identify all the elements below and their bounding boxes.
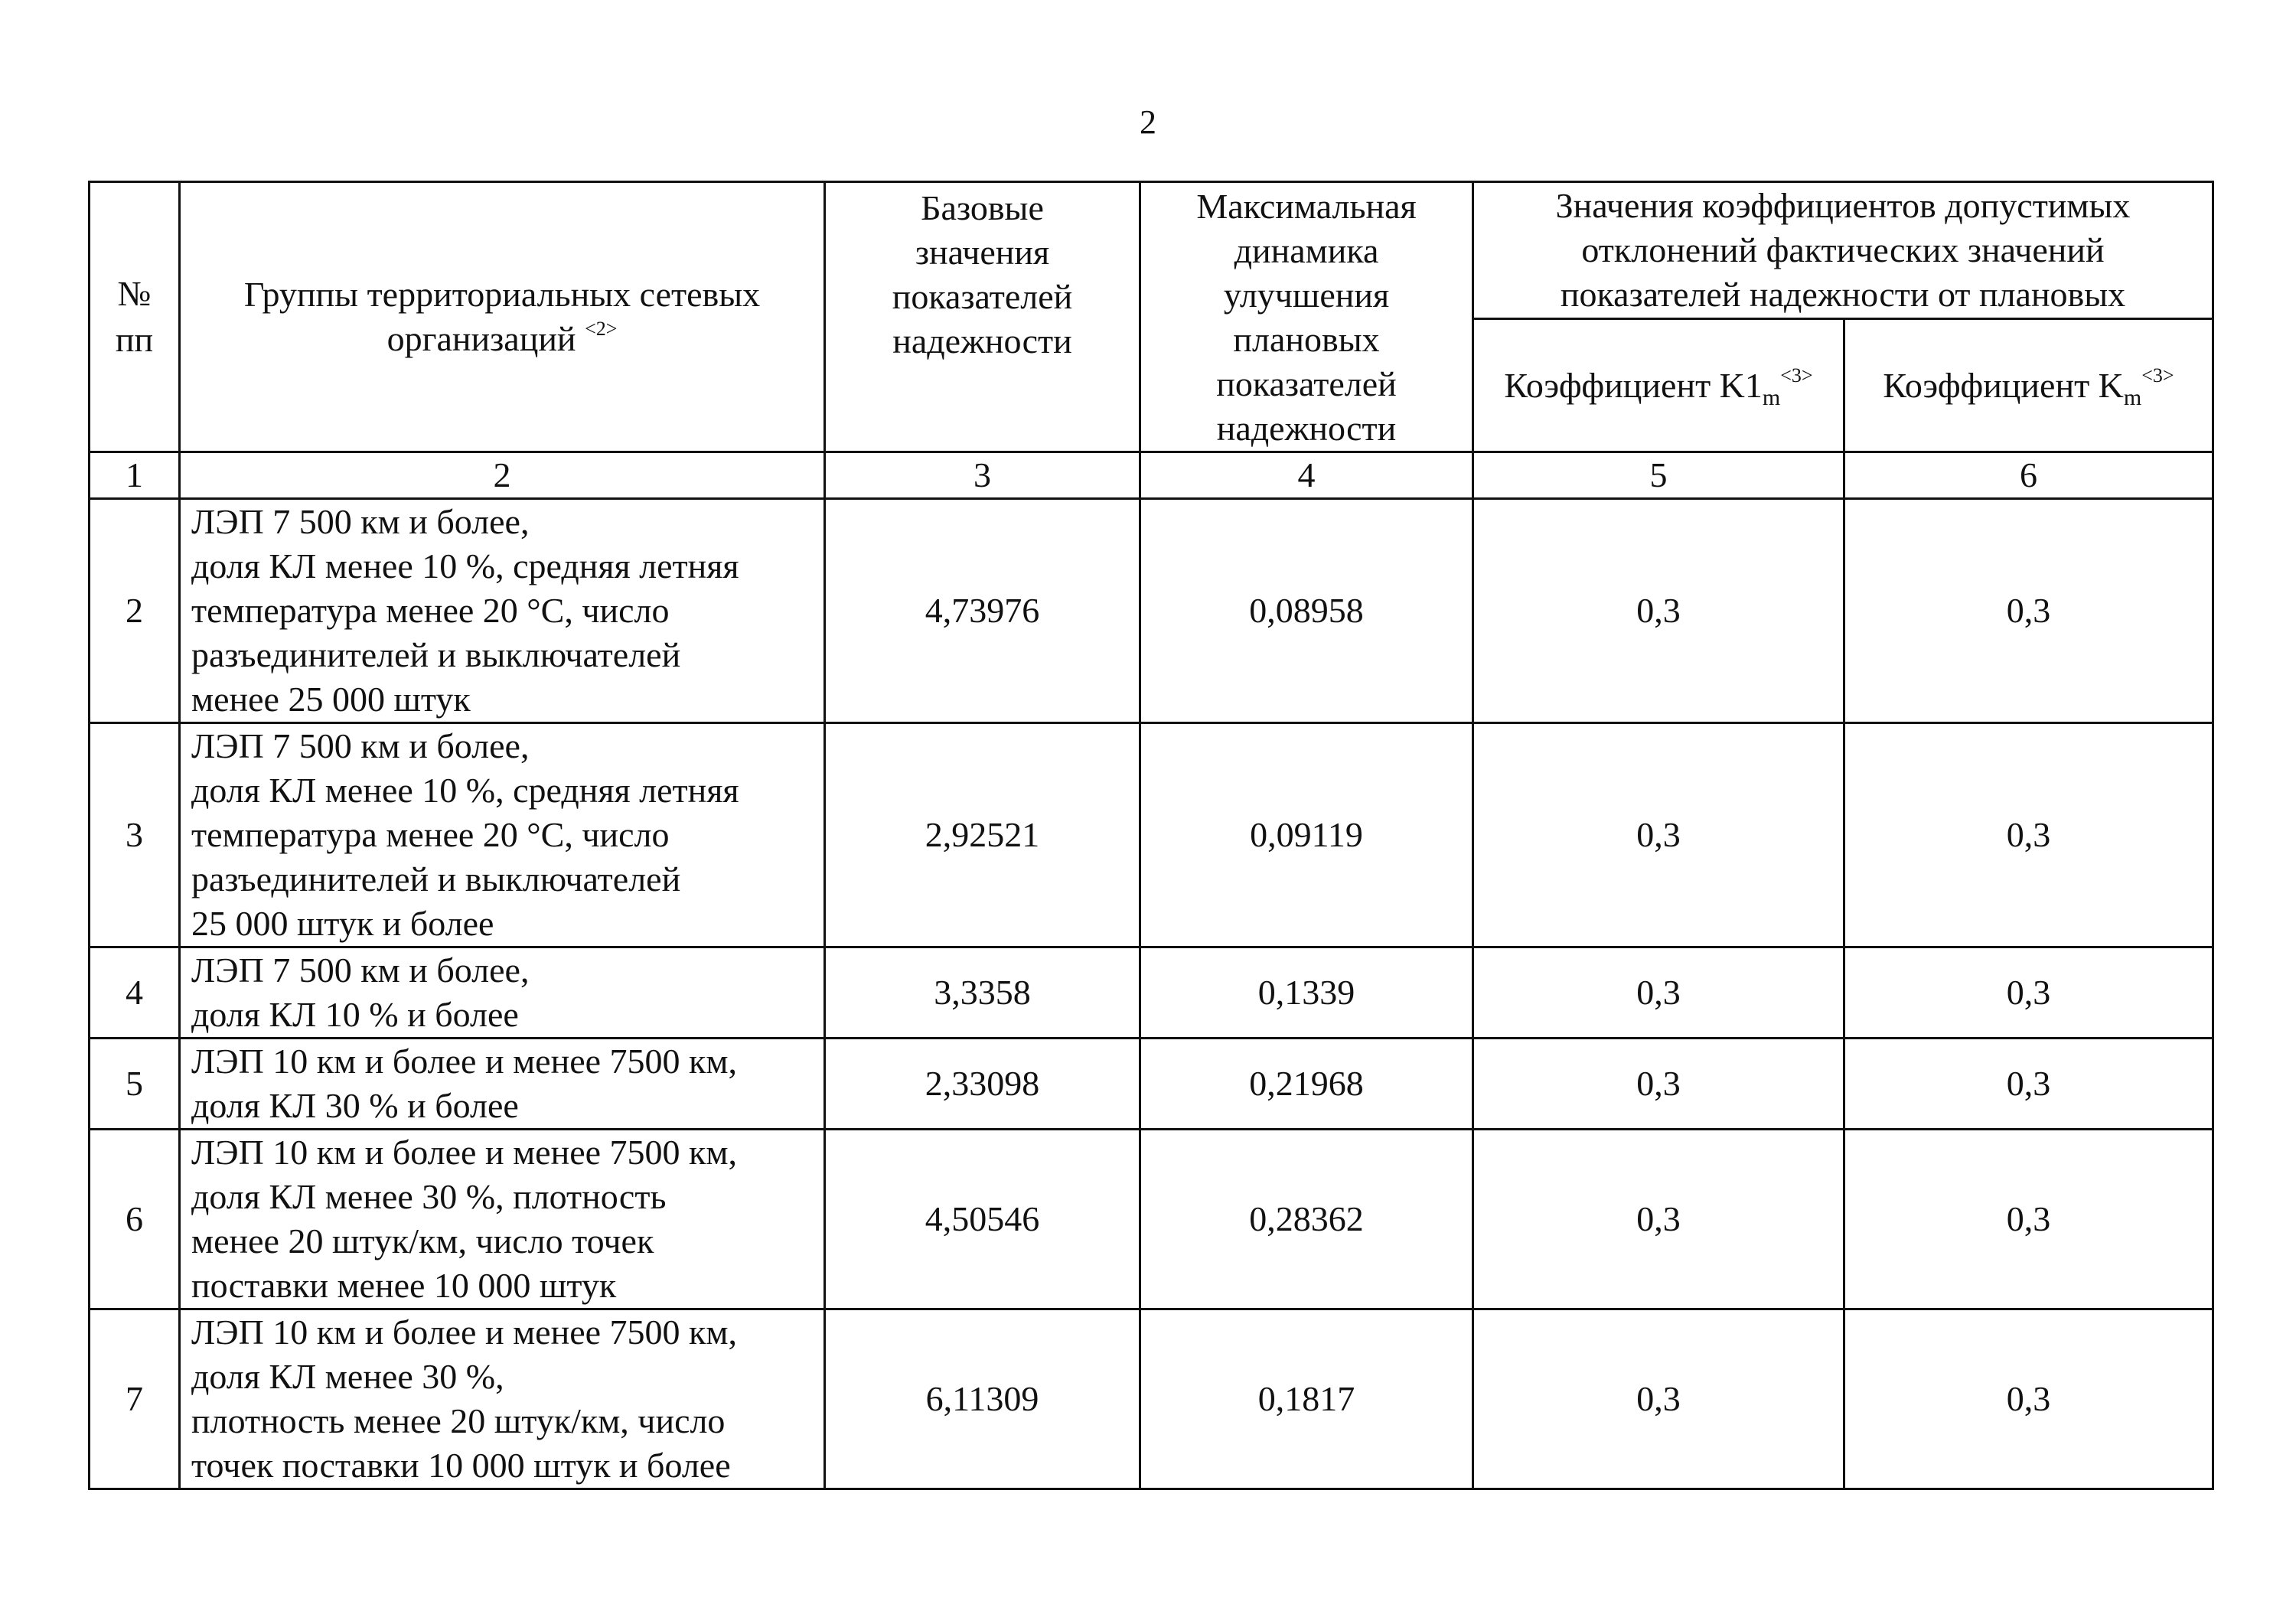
table-row bbox=[90, 499, 2213, 723]
row-group-line: разъединителей и выключателей bbox=[191, 635, 681, 674]
row-k1: 0,3 bbox=[1473, 499, 1844, 723]
row-base-value: 4,73976 bbox=[825, 499, 1140, 723]
row-base-value: 2,33098 bbox=[825, 1039, 1140, 1130]
row-max-dynamics: 0,1817 bbox=[1140, 1309, 1473, 1489]
header-base-line: Базовые bbox=[921, 188, 1044, 227]
header-k-sub: m bbox=[2123, 384, 2142, 410]
row-k1: 0,3 bbox=[1473, 1130, 1844, 1309]
column-index: 1 bbox=[90, 452, 180, 499]
header-k1-note: <3> bbox=[1780, 364, 1813, 386]
header-group bbox=[180, 182, 825, 452]
header-coeff-line: Значения коэффициентов допустимых bbox=[1555, 186, 2131, 225]
header-dynamics-line: надежности bbox=[1216, 409, 1397, 448]
row-group-line: ЛЭП 7 500 км и более, bbox=[191, 502, 530, 541]
header-k-note: <3> bbox=[2141, 364, 2174, 386]
header-dynamics-line: динамика bbox=[1234, 231, 1379, 270]
header-k1-sub: m bbox=[1762, 384, 1781, 410]
row-max-dynamics: 0,21968 bbox=[1140, 1039, 1473, 1130]
header-dynamics-line: Максимальная bbox=[1196, 187, 1417, 226]
table-row bbox=[90, 947, 2213, 1039]
column-index: 4 bbox=[1140, 452, 1473, 499]
page-number: 2 bbox=[1140, 103, 1156, 141]
header-base-values bbox=[825, 182, 1140, 452]
row-base-value: 6,11309 bbox=[825, 1309, 1140, 1489]
row-base-value: 4,50546 bbox=[825, 1130, 1140, 1309]
header-max-dynamics bbox=[1140, 182, 1473, 452]
row-group-line: разъединителей и выключателей bbox=[191, 859, 681, 898]
header-k bbox=[1844, 319, 2213, 452]
row-group bbox=[180, 723, 825, 947]
header-dynamics-line: плановых bbox=[1233, 320, 1380, 359]
row-number: 6 bbox=[90, 1130, 180, 1309]
row-max-dynamics: 0,1339 bbox=[1140, 947, 1473, 1039]
row-number: 5 bbox=[90, 1039, 180, 1130]
row-k1: 0,3 bbox=[1473, 1039, 1844, 1130]
row-group-line: ЛЭП 7 500 км и более, bbox=[191, 951, 530, 990]
table-row bbox=[90, 1130, 2213, 1309]
header-dynamics-line: улучшения bbox=[1223, 276, 1390, 315]
row-k: 0,3 bbox=[1844, 1130, 2213, 1309]
column-index: 5 bbox=[1473, 452, 1844, 499]
column-index: 3 bbox=[825, 452, 1140, 499]
row-number: 4 bbox=[90, 947, 180, 1039]
row-group-line: доля КЛ 30 % и более bbox=[191, 1086, 519, 1125]
row-group-line: поставки менее 10 000 штук bbox=[191, 1266, 617, 1305]
row-k1: 0,3 bbox=[1473, 1309, 1844, 1489]
row-group bbox=[180, 499, 825, 723]
row-group-line: доля КЛ менее 10 %, средняя летняя bbox=[191, 771, 739, 810]
row-group-line: менее 25 000 штук bbox=[191, 680, 471, 719]
header-group-label: Группы территориальных сетевых организаций bbox=[243, 275, 761, 358]
row-group-line: ЛЭП 7 500 км и более, bbox=[191, 726, 530, 765]
row-group bbox=[180, 1039, 825, 1130]
header-number-line2: пп bbox=[115, 320, 154, 359]
row-group-line: доля КЛ менее 30 %, bbox=[191, 1357, 504, 1396]
row-number: 3 bbox=[90, 723, 180, 947]
column-index: 6 bbox=[1844, 452, 2213, 499]
row-k: 0,3 bbox=[1844, 1039, 2213, 1130]
column-index-row bbox=[90, 452, 2213, 499]
reliability-table bbox=[88, 181, 2214, 1490]
table-row bbox=[90, 723, 2213, 947]
row-group-line: доля КЛ 10 % и более bbox=[191, 995, 519, 1034]
row-group-line: менее 20 штук/км, число точек bbox=[191, 1221, 654, 1260]
row-k1: 0,3 bbox=[1473, 723, 1844, 947]
header-dynamics-line: показателей bbox=[1216, 364, 1397, 403]
header-base-line: показателей bbox=[892, 277, 1073, 316]
row-group-line: плотность менее 20 штук/км, число bbox=[191, 1401, 726, 1440]
row-k: 0,3 bbox=[1844, 1309, 2213, 1489]
row-k1: 0,3 bbox=[1473, 947, 1844, 1039]
header-number-line1: № bbox=[117, 274, 152, 313]
row-base-value: 2,92521 bbox=[825, 723, 1140, 947]
row-number: 2 bbox=[90, 499, 180, 723]
row-group bbox=[180, 947, 825, 1039]
column-index: 2 bbox=[180, 452, 825, 499]
row-group-line: 25 000 штук и более bbox=[191, 904, 494, 943]
header-number bbox=[90, 182, 180, 452]
row-group-line: ЛЭП 10 км и более и менее 7500 км, bbox=[191, 1313, 737, 1352]
row-group-line: точек поставки 10 000 штук и более bbox=[191, 1446, 731, 1485]
row-group-line: ЛЭП 10 км и более и менее 7500 км, bbox=[191, 1042, 737, 1081]
table-row bbox=[90, 1039, 2213, 1130]
row-max-dynamics: 0,09119 bbox=[1140, 723, 1473, 947]
row-group-line: доля КЛ менее 10 %, средняя летняя bbox=[191, 546, 739, 585]
table-row bbox=[90, 1309, 2213, 1489]
header-k1-label: Коэффициент K1 bbox=[1504, 365, 1763, 405]
header-row bbox=[90, 182, 2213, 319]
row-max-dynamics: 0,08958 bbox=[1140, 499, 1473, 723]
header-k1 bbox=[1473, 319, 1844, 452]
header-coefficients-group bbox=[1473, 182, 2213, 319]
row-k: 0,3 bbox=[1844, 947, 2213, 1039]
row-k: 0,3 bbox=[1844, 499, 2213, 723]
row-group bbox=[180, 1130, 825, 1309]
header-group-note: <2> bbox=[585, 318, 618, 340]
row-group-line: температура менее 20 °С, число bbox=[191, 815, 670, 854]
row-group-line: ЛЭП 10 км и более и менее 7500 км, bbox=[191, 1133, 737, 1172]
header-base-line: надежности bbox=[892, 321, 1072, 360]
row-group-line: температура менее 20 °С, число bbox=[191, 591, 670, 630]
header-base-line: значения bbox=[915, 233, 1050, 272]
header-coeff-line: показателей надежности от плановых bbox=[1560, 275, 2126, 314]
header-k-label: Коэффициент K bbox=[1883, 365, 2124, 405]
row-base-value: 3,3358 bbox=[825, 947, 1140, 1039]
row-k: 0,3 bbox=[1844, 723, 2213, 947]
row-number: 7 bbox=[90, 1309, 180, 1489]
row-group-line: доля КЛ менее 30 %, плотность bbox=[191, 1177, 667, 1216]
header-coeff-line: отклонений фактических значений bbox=[1581, 230, 2105, 269]
row-group bbox=[180, 1309, 825, 1489]
row-max-dynamics: 0,28362 bbox=[1140, 1130, 1473, 1309]
